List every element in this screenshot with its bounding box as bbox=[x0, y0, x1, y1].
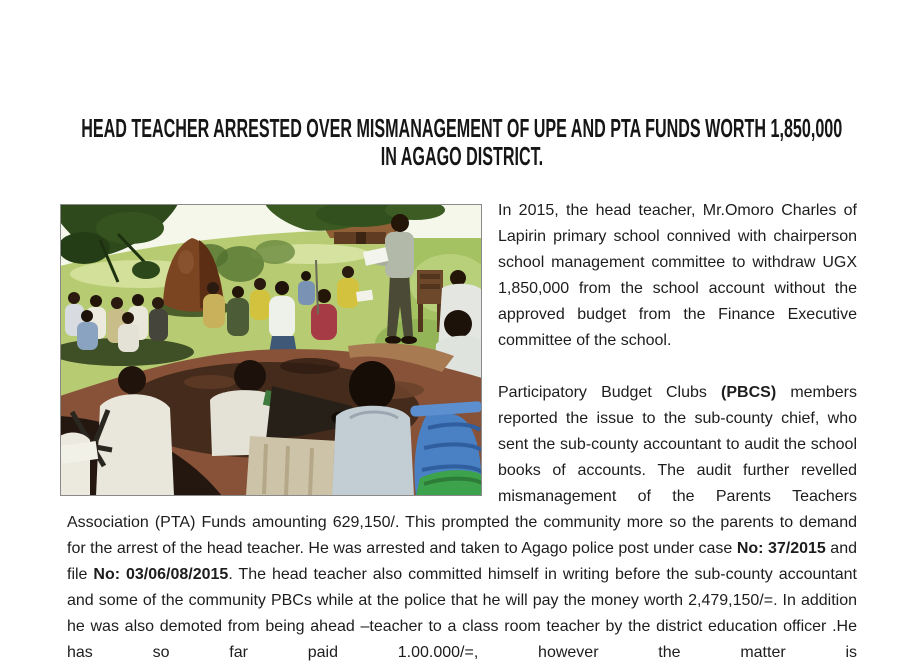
community-meeting-photo-art bbox=[60, 204, 482, 496]
paragraph-2-text: members reported the issue to the sub-county chief, who sent the sub-county accountant to audit the school books of accounts. The audit further revelled mismanagement of the Parents Teachers Association (PTA) Funds amounting 629,150/. This prompted the community more so the parents to demand for the arrest of the head teacher. He was arrested and taken to Agago police post under case bbox=[67, 384, 858, 557]
article-body bbox=[67, 198, 857, 666]
paragraph-1: In 2015, the head teacher, Mr.Omoro Charles of Lapirin primary school connived with chairperson school management committee to withdraw UGX 1,850,000 from the school account without the approved budget from the Finance Executive committee of the school. bbox=[498, 202, 857, 349]
paragraph-2-text: Participatory Budget Clubs bbox=[498, 384, 722, 401]
title-line-1: HEAD TEACHER ARRESTED OVER MISMANAGEMENT OF UPE AND PTA FUNDS WORTH 1,850,000 bbox=[81, 113, 843, 143]
page-title bbox=[67, 114, 857, 170]
file-number-bold-text: No: 03/06/08/2015 bbox=[93, 566, 229, 583]
paragraph-2-text: . The head teacher also committed himself in writing before the sub-county accountant and some of the community PBCs while at the police that he will pay the money worth 2,479,150/=. In addition he was also demoted from being ahead –teacher to a class room teacher by the district education officer .He has so far paid 1.00.000/=, however the matter is bbox=[67, 566, 858, 661]
community-meeting-photo bbox=[60, 204, 482, 496]
case-number-bold-text: No: 37/2015 bbox=[736, 540, 826, 557]
pbcs-bold-text: (PBCS) bbox=[721, 384, 777, 401]
title-line-2: IN AGAGO DISTRICT. bbox=[380, 141, 544, 171]
paragraph-2-text: and file bbox=[67, 540, 858, 583]
